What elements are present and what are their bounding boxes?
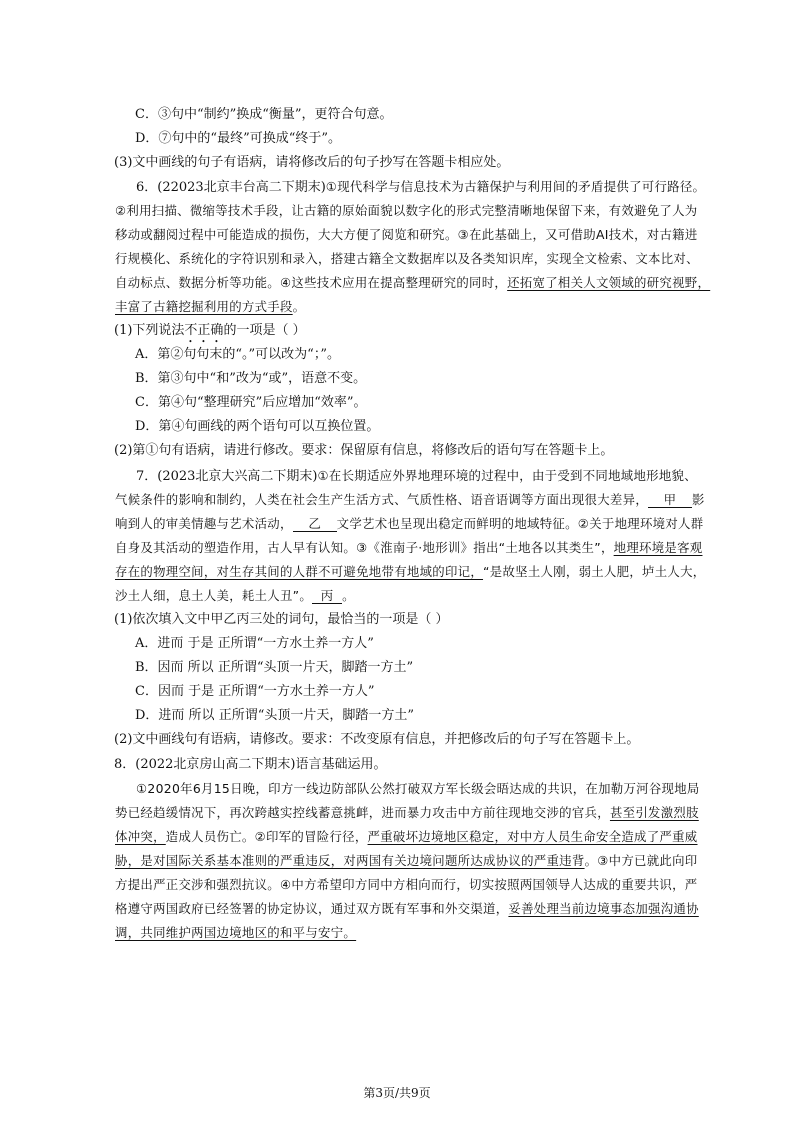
blank-jia: 甲	[648, 492, 692, 508]
q5-option-c: C．③句中“制约”换成“衡量”，更符合句意。	[135, 107, 393, 122]
q6-line-1	[136, 178, 705, 196]
q7-option-c: C．因而 于是 正所谓“一方水土养一方人”	[135, 684, 375, 699]
blank-bing: 丙	[312, 588, 342, 604]
q7-option-d: D．进而 所以 正所谓“头顶一片天，脚踏一方土”	[135, 708, 414, 723]
q8-passage-line-5: 方提出严正交涉和强烈抗议。④中方希望印方同中方相向而行，切实按照两国领导人达成的重要共识，严	[115, 877, 698, 892]
q7-option-a: A．进而 于是 正所谓“一方水土养一方人”	[135, 636, 374, 651]
q7-underlined-a: 地理环境是客观	[613, 540, 703, 555]
q6-option-d: D．第④句画线的两个语句可以互换位置。	[135, 419, 380, 434]
q6-passage-line-2: ②利用扫描、微缩等技术手段，让古籍的原始面貌以数字化的形式完整清晰地保留下来，有效避免了人为	[115, 203, 698, 218]
q6-option-c: C．第④句“整理研究”后应增加“效率”。	[135, 395, 367, 410]
q8-passage-line-1: ①2020年6月15日晚，印方一线边防部队公然打破双方军长级会晤达成的共识，在加勒万河谷现地局	[136, 781, 700, 796]
q7-option-b: B．因而 所以 正所谓“头顶一片天，脚踏一方土”	[135, 660, 414, 675]
q6-option-b: B．第③句中“和”改为“或”，语意不变。	[135, 371, 367, 386]
q8-passage-line-2: 势已经趋缓情况下，再次跨越实控线蓄意挑衅，进而暴力攻击中方前往现地交涉的官兵，甚至引发激烈肢	[115, 805, 699, 820]
q6-passage: ①现代科学与信息技术为古籍保护与利用间的矛盾提供了可行路径。	[325, 179, 706, 194]
q7-sub2: (2)文中画线句有语病，请修改。要求：不改变原有信息，并把修改后的句子写在答题卡上。	[114, 732, 640, 747]
q6-option-a: A．第②句句末的“。”可以改为“；”。	[135, 347, 340, 362]
q8-passage-line-4: 胁，是对国际关系基本准则的严重违反，对两国有关边境问题所达成协议的严重违背。③中方已就此向印	[115, 853, 698, 868]
q7-passage-line-4: 自身及其活动的塑造作用，古人早有认知。③《淮南子·地形训》指出“土地各以其类生”，地理环境是客观	[115, 540, 703, 555]
q6-head: 6．(22023北京丰台高二下期末)	[136, 180, 326, 195]
q7-underlined-b: 存在的物理空间，对生存其间的人群不可避免地带有地域的印记，	[115, 564, 484, 579]
q7-passage-line-5: 存在的物理空间，对生存其间的人群不可避免地带有地域的印记，“是故坚土人刚，弱土人肥，垆土人大，	[115, 564, 706, 579]
q7-sub1: (1)依次填入文中甲乙丙三处的词句，最恰当的一项是（ ）	[114, 612, 449, 627]
q8-passage-line-6: 格遵守两国政府已经签署的协定协议，通过双方既有军事和外交渠道，妥善处理当前边境事态加强沟通协	[115, 901, 699, 916]
blank-yi: 乙	[293, 516, 337, 532]
q5-sub3: (3)文中画线的句子有语病，请将修改后的句子抄写在答题卡相应处。	[114, 155, 510, 170]
q5-option-d: D．⑦句中的“最终”可换成“终于”。	[135, 131, 342, 146]
q6-passage-line-5: 自动标点、数据分析等功能。④这些技术应用在提高整理研究的同时，还拓宽了相关人文领域的研究视野，	[115, 275, 711, 290]
q6-underlined-2: 丰富了古籍挖掘利用的方式手段	[115, 299, 293, 314]
q6-underlined-1: 还拓宽了相关人文领域的研究视野，	[507, 275, 711, 290]
q8-head: 8．(2022北京房山高二下期末)语言基础运用。	[114, 757, 387, 772]
q7-line-1: 7．(2023北京大兴高二下期末)①在长期适应外界地理环境的过程中，由于受到不同地域地形地貌、	[136, 468, 697, 484]
q6-sub1: (1)下列说法不正确的一项是（ ）	[114, 323, 306, 338]
page-number: 第3页/共9页	[363, 1086, 431, 1100]
q8-underlined-1: 甚至引发激烈肢	[609, 805, 699, 820]
q6-passage-line-3: 移动或翻阅过程中可能造成的损伤，大大方便了阅览和研究。③在此基础上，又可借助AI技术，对古籍进	[115, 227, 698, 242]
q7-passage-line-6: 沙土人细，息土人美，耗土人丑”。 丙 。	[115, 588, 355, 603]
q6-passage-line-4: 行规模化、系统化的字符识别和录入，搭建古籍全文数据库以及各类知识库，实现全文检索、文本比对、	[115, 251, 699, 266]
q6-passage-line-6: 丰富了古籍挖掘利用的方式手段。	[115, 299, 306, 314]
q8-passage-line-3: 体冲突，造成人员伤亡。②印军的冒险行径，严重破坏边境地区稳定，对中方人员生命安全造成了严重威	[115, 829, 698, 844]
q6-sub2: (2)第①句有语病，请进行修改。要求：保留原有信息，将修改后的语句写在答题卡上。	[114, 443, 614, 458]
q8-passage-line-7: 调，共同维护两国边境地区的和平与安宁。	[115, 925, 357, 940]
q8-underlined-2: 严重破坏边境地区稳定，对中方人员生命安全造成了严重威	[367, 829, 698, 844]
q7-passage-line-3: 响到人的审美情趣与艺术活动， 乙 文学艺术也呈现出稳定而鲜明的地域特征。②关于地理环境对人群	[115, 516, 704, 531]
emphasis-dots: 不正确	[184, 323, 224, 338]
q7-head: 7．(2023北京大兴高二下期末)	[136, 469, 318, 484]
q8-underlined-3: 妥善处理当前边境事态加强沟通协	[508, 901, 699, 916]
q7-passage-line-2: 气候条件的影响和制约，人类在社会生产生活方式、气质性格、语音语调等方面出现很大差异， 甲 影	[115, 492, 705, 507]
